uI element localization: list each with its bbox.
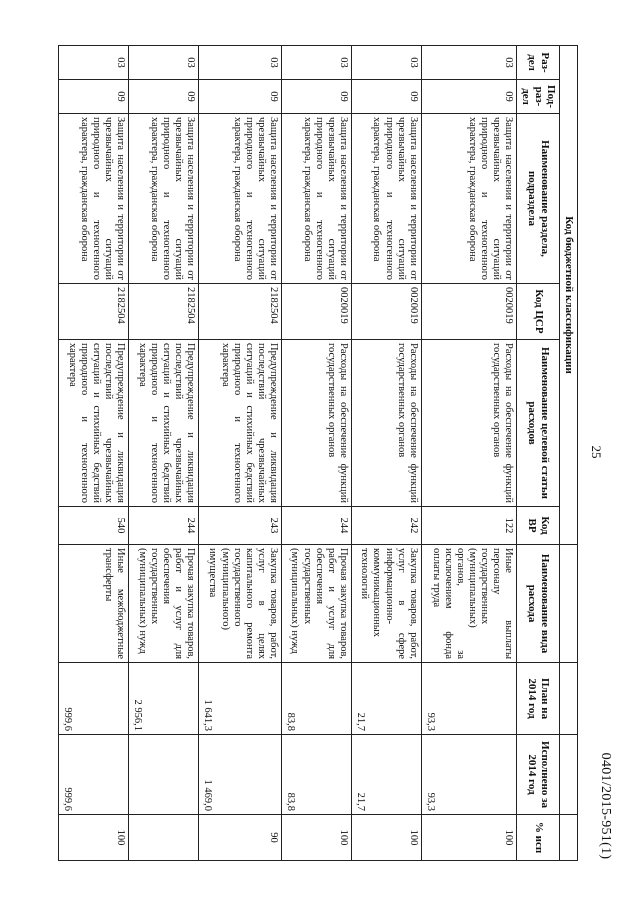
cell-vr: 243: [198, 507, 281, 545]
cell-name-section: Защита населения и территории от чрезвычайных ситуаций природного и техногенного характера, гражданская оборона: [198, 114, 281, 284]
cell-name-article: Расходы на обеспечение функций государственных органов: [351, 340, 421, 507]
document-code: 0401/2015-951(1): [598, 752, 613, 860]
header-filler: [560, 663, 578, 735]
cell-name-vr: Прочая закупка товаров, работ и услуг для обеспечения государственных (муниципальных) нужд: [128, 545, 198, 663]
cell-podrazdel: 09: [351, 80, 421, 114]
cell-done: 1 469,0: [198, 735, 281, 815]
cell-pct: 100: [59, 815, 129, 861]
header-row: [517, 46, 560, 861]
table-row: [198, 46, 281, 861]
header-razdel: Раз-дел: [517, 46, 560, 80]
cell-name-section: Защита населения и территории от чрезвычайных ситуаций природного и техногенного характера, гражданская оборона: [281, 114, 351, 284]
table-row: [128, 46, 198, 861]
cell-name-vr: Закупка товаров, работ, услуг в сфере информационно-коммуникационных технологий: [351, 545, 421, 663]
cell-done: 999,6: [59, 735, 129, 815]
cell-pct: 90: [198, 815, 281, 861]
cell-podrazdel: 09: [421, 80, 517, 114]
cell-plan: 93,3: [421, 663, 517, 735]
cell-vr: 122: [421, 507, 517, 545]
cell-razdel: 03: [281, 46, 351, 80]
cell-name-section: Защита населения и территории от чрезвычайных ситуаций природного и техногенного характера, гражданская оборона: [421, 114, 517, 284]
cell-done: 93,3: [421, 735, 517, 815]
cell-pct: [128, 815, 198, 861]
header-name-vr: Наименование вида расхода: [517, 545, 560, 663]
cell-csr: 0020019: [351, 284, 421, 340]
page-number: 25: [589, 445, 604, 459]
cell-pct: 100: [281, 815, 351, 861]
cell-name-vr: Иные межбюджетные трансферты: [59, 545, 129, 663]
cell-csr: 2182504: [198, 284, 281, 340]
cell-name-section: Защита населения и территории от чрезвычайных ситуаций природного и техногенного характера, гражданская оборона: [128, 114, 198, 284]
budget-execution-table: [58, 45, 578, 861]
cell-done: [128, 735, 198, 815]
header-filler: [560, 545, 578, 663]
cell-pct: 100: [421, 815, 517, 861]
budget-table-container: [58, 45, 578, 860]
cell-plan: 999,6: [59, 663, 129, 735]
header-name-section: Наименование раздела, подраздела: [517, 114, 560, 284]
cell-csr: 0020019: [421, 284, 517, 340]
header-vr: Код ВР: [517, 507, 560, 545]
header-pct: % исп: [517, 815, 560, 861]
cell-name-section: Защита населения и территории от чрезвычайных ситуаций природного и техногенного характера, гражданская оборона: [351, 114, 421, 284]
cell-vr: 540: [59, 507, 129, 545]
header-name-article: Наименование целевой статьи расходов: [517, 340, 560, 507]
cell-done: 83,8: [281, 735, 351, 815]
cell-razdel: 03: [351, 46, 421, 80]
table-row: [281, 46, 351, 861]
cell-podrazdel: 09: [198, 80, 281, 114]
cell-pct: 100: [351, 815, 421, 861]
cell-razdel: 03: [198, 46, 281, 80]
cell-podrazdel: 09: [128, 80, 198, 114]
cell-podrazdel: 09: [59, 80, 129, 114]
cell-plan: 21,7: [351, 663, 421, 735]
cell-name-article: Предупреждение и ликвидация последствий чрезвычайных ситуаций и стихийных бедствий природного и техногенного характера: [198, 340, 281, 507]
cell-name-vr: Иные выплаты персоналу государственных (муниципальных) органов, за исключением фонда оплаты труда: [421, 545, 517, 663]
header-group-row: [560, 46, 578, 861]
cell-razdel: 03: [128, 46, 198, 80]
cell-name-article: Предупреждение и ликвидация последствий чрезвычайных ситуаций и стихийных бедствий природного и техногенного характера: [128, 340, 198, 507]
cell-razdel: 03: [59, 46, 129, 80]
cell-csr: 2182504: [59, 284, 129, 340]
cell-vr: 244: [281, 507, 351, 545]
cell-razdel: 03: [421, 46, 517, 80]
table-row: [421, 46, 517, 861]
cell-vr: 244: [128, 507, 198, 545]
cell-name-vr: Закупка товаров, работ, услуг в целях капитального ремонта государственного (муниципального) имущества: [198, 545, 281, 663]
header-done: Исполнено за 2014 год: [517, 735, 560, 815]
cell-done: 21,7: [351, 735, 421, 815]
cell-csr: 0020019: [281, 284, 351, 340]
header-csr: Код ЦСР: [517, 284, 560, 340]
cell-plan: 83,8: [281, 663, 351, 735]
table-row: [59, 46, 129, 861]
cell-podrazdel: 09: [281, 80, 351, 114]
cell-name-article: Расходы на обеспечение функций государственных органов: [281, 340, 351, 507]
header-budget-classification: Код бюджетной классификации: [560, 46, 578, 545]
header-filler: [560, 815, 578, 861]
cell-name-section: Защита населения и территории от чрезвычайных ситуаций природного и техногенного характера, гражданская оборона: [59, 114, 129, 284]
table-row: [351, 46, 421, 861]
cell-vr: 242: [351, 507, 421, 545]
cell-name-article: Предупреждение и ликвидация последствий чрезвычайных ситуаций и стихийных бедствий природного и техногенного характера: [59, 340, 129, 507]
cell-name-article: Расходы на обеспечение функций государственных органов: [421, 340, 517, 507]
cell-csr: 2182504: [128, 284, 198, 340]
header-plan: План на 2014 год: [517, 663, 560, 735]
header-podrazdel: Под-раз-дел: [517, 80, 560, 114]
cell-name-vr: Прочая закупка товаров, работ и услуг для обеспечения государственных (муниципальных) нужд: [281, 545, 351, 663]
cell-plan: 2 956,1: [128, 663, 198, 735]
header-filler: [560, 735, 578, 815]
cell-plan: 1 641,3: [198, 663, 281, 735]
